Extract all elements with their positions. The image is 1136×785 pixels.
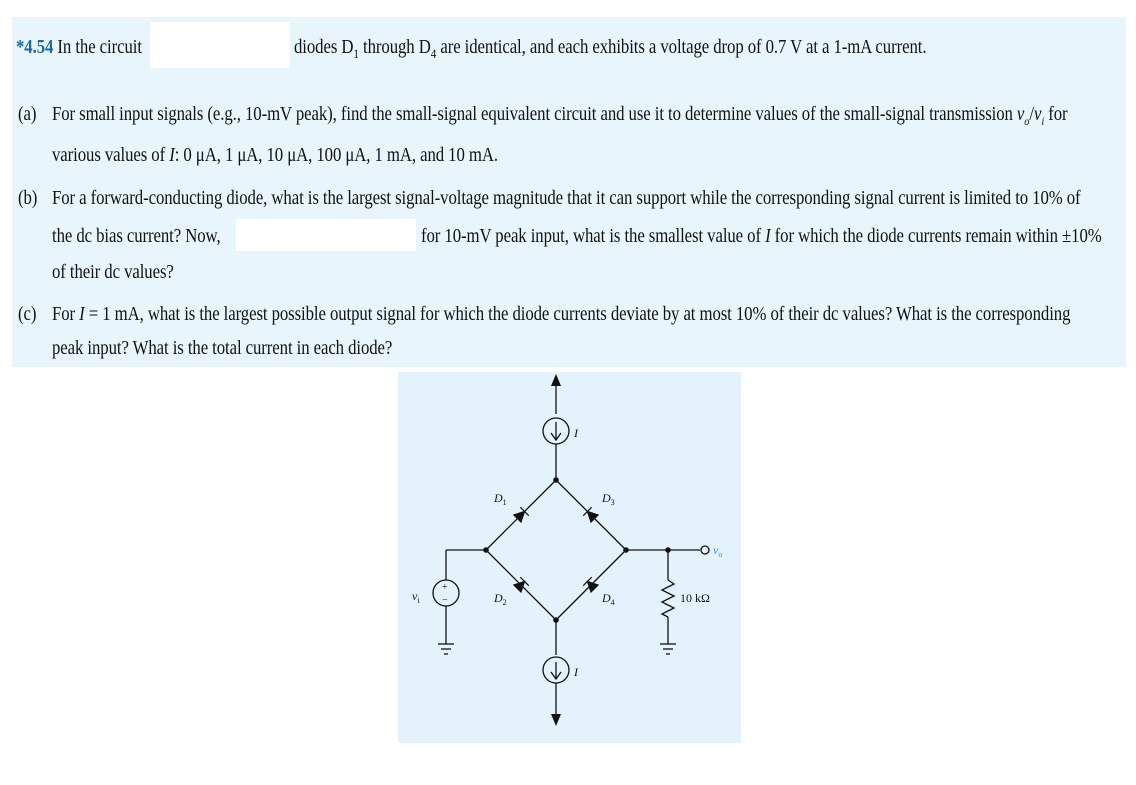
part-b-line-3: of their dc values? (52, 262, 174, 283)
vi-sub: i (1041, 113, 1045, 128)
current-label-bottom: I (574, 665, 578, 679)
part-c-line-1 (52, 303, 1070, 327)
part-b-label: (b) (18, 188, 38, 209)
intro-right-text: diodes D (294, 37, 354, 58)
circuit-diagram (398, 372, 741, 743)
junction-top (553, 477, 559, 483)
part-a-values: : 0 μA, 1 μA, 10 μA, 100 μA, 1 mA, and 10 mA. (174, 145, 498, 166)
vi-label: $v_i$ (412, 589, 420, 605)
intro-end-text: are identical, and each exhibits a voltage drop of 0.7 V at a 1-mA current. (436, 37, 927, 58)
intro-sub-1: 1 (353, 45, 359, 61)
resistor-icon (662, 580, 674, 617)
part-a-line2-start: various values of (52, 145, 170, 166)
d2-label: $D_2$ (494, 591, 507, 607)
d4-label: $D_4$ (602, 591, 615, 607)
part-b-question: for 10-mV peak input, what is the smallest value of (421, 226, 766, 247)
vo-symbol: v (1016, 104, 1025, 125)
part-a-line-2 (52, 144, 498, 168)
minus-sign: − (442, 595, 448, 606)
part-c-for: For (52, 304, 80, 325)
part-b-line-2-right (421, 225, 1102, 249)
vo-label: $v_o$ (713, 543, 723, 559)
resistor-label: 10 kΩ (680, 591, 710, 605)
bottom-arrow-icon (551, 714, 561, 726)
intro-mid-text: through D (358, 37, 431, 58)
problem-intro-right (294, 36, 926, 66)
part-c-question: = 1 mA, what is the largest possible output signal for which the diode currents deviate by at most 10% of their dc values? What is the corresponding (84, 304, 1071, 325)
d3-label: $D_3$ (602, 491, 615, 507)
part-a-text: For small input signals (e.g., 10-mV peak), find the small-signal equivalent circuit and use it to determine values of the small-signal transmission (52, 104, 1017, 125)
part-b-line-2-left: the dc bias current? Now, (52, 226, 221, 247)
redaction-box (150, 22, 290, 68)
output-terminal (701, 546, 709, 554)
part-c-label: (c) (18, 304, 37, 325)
top-arrow-icon (551, 374, 561, 386)
circuit-figure (398, 372, 741, 743)
intro-sub-4: 4 (430, 45, 437, 61)
junction-output (665, 547, 671, 553)
current-I-symbol: I (169, 145, 175, 166)
vi-symbol: v (1033, 104, 1042, 125)
current-I-symbol-c: I (79, 304, 85, 325)
junction-left (483, 547, 489, 553)
problem-intro-text: In the circuit (57, 37, 142, 58)
vo-sub: o (1024, 113, 1030, 128)
junction-right (623, 547, 629, 553)
junction-bottom (553, 617, 559, 623)
d1-label: $D_1$ (494, 491, 507, 507)
redaction-box-b (236, 219, 416, 251)
current-label-top: I (574, 426, 578, 440)
slash: / (1029, 104, 1034, 125)
part-b-line-1: For a forward-conducting diode, what is the largest signal-voltage magnitude that it can support while the corresponding signal current is limited to 10% of (52, 188, 1081, 209)
part-a-line-1 (52, 103, 1068, 133)
part-c-line-2: peak input? What is the total current in each diode? (52, 338, 393, 359)
problem-number: *4.54 (16, 37, 54, 58)
part-a-label: (a) (18, 104, 37, 125)
plus-sign: + (442, 582, 448, 593)
part-b-tolerance: for which the diode currents remain within ±10% (770, 226, 1102, 247)
part-a-for: for (1044, 104, 1068, 125)
problem-intro-left (16, 36, 142, 60)
current-I-symbol-b: I (765, 226, 771, 247)
